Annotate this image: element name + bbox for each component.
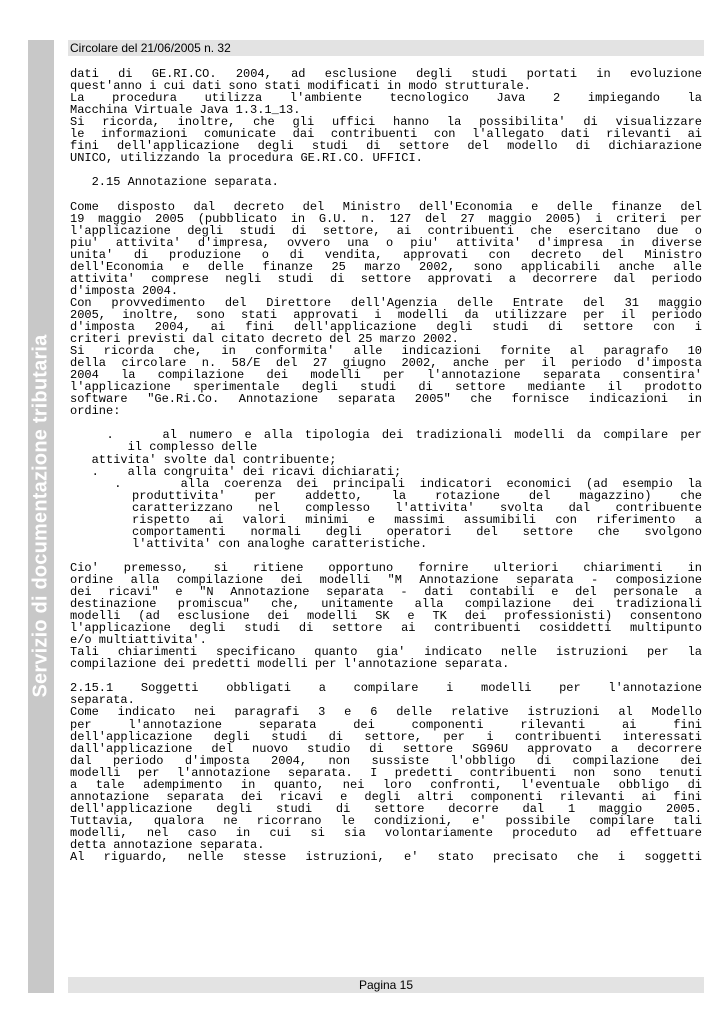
text-line: d'imposta 2004, ai fini dell'applicazione degli studi di settore con i xyxy=(70,319,702,334)
paragraph xyxy=(70,345,702,417)
text-line: della circolare n. 58/E del 27 giugno 2002, anche per il periodo d'imposta xyxy=(70,356,702,371)
text-line: modelli (ad esclusione dei modelli SK e TK dei professionisti) consentono xyxy=(70,609,702,624)
text-line: compilazione dei predetti modelli per l'annotazione separata. xyxy=(70,657,510,672)
text-line: a tale adempimento in quanto, nei loro confronti, l'eventuale obbligo di xyxy=(70,777,702,792)
text-line: per l'annotazione separata dei componenti rilevanti ai fini xyxy=(70,717,702,732)
text-line: Si ricorda che, in conformita' alle indicazioni fornite al paragrafo 10 xyxy=(70,344,702,359)
section-heading-2-15-1 xyxy=(70,682,702,706)
text-line: Si ricorda, inoltre, che gli uffici hanno la possibilita' di visualizzare xyxy=(70,115,702,130)
text-line: ordine: xyxy=(70,404,121,419)
text-line: modelli, nel caso in cui si sia volontariamente proceduto ad effettuare xyxy=(70,825,702,840)
text-line: l'applicazione sperimentale degli studi di settore mediante il prodotto xyxy=(70,380,702,395)
text-line: l'applicazione degli studi di settore, ai contribuenti che esercitano due o xyxy=(70,223,702,238)
text-line: dall'applicazione del nuovo studio di settore SG96U approvato a decorrere xyxy=(70,741,702,756)
text-line: dell'Economia e delle finanze 25 marzo 2002, sono applicabili anche alle xyxy=(70,259,702,274)
list-item: . alla coerenza dei principali indicatori economici (ad esempio la xyxy=(70,476,702,491)
text-line: 2005, inoltre, sono stati approvati i modelli da utilizzare per il periodo xyxy=(70,307,702,322)
list-item-continuation: comportamenti normali degli operatori del settore che svolgono xyxy=(132,524,702,539)
list-item-continuation: produttivita' per addetto, la rotazione del magazzino) che xyxy=(132,488,702,503)
list-item-continuation: rispetto ai valori minimi e massimi assumibili con riferimento a xyxy=(132,512,702,527)
text-line: dell'applicazione degli studi di settore, per i contribuenti interessati xyxy=(70,729,702,744)
text-line: l'applicazione degli studi di settore ai contribuenti cosiddetti multipunto xyxy=(70,621,702,636)
paragraph xyxy=(70,706,702,851)
paragraph xyxy=(70,646,702,670)
document-body xyxy=(70,68,702,863)
text-line: separata. xyxy=(70,693,135,708)
text-line: Tuttavia, qualora ne ricorrano le condizioni, e' possibile compilare tali xyxy=(70,813,702,828)
text-line: e/o multiattivita'. xyxy=(70,633,207,648)
paragraph xyxy=(70,562,702,646)
text-line: Al riguardo, nelle stesse istruzioni, e' stato precisato che i soggetti xyxy=(70,850,702,865)
list-item-continuation: il complesso delle xyxy=(70,440,258,455)
paragraph xyxy=(70,851,702,863)
text-line: modelli per l'annotazione separata. I predetti contribuenti non sono tenuti xyxy=(70,765,702,780)
text-line: le informazioni comunicate dai contribuenti con l'allegato dati rilevanti ai xyxy=(70,127,702,142)
page-footer xyxy=(68,977,704,993)
text-line: UNICO, utilizzando la procedura GE.RI.CO. UFFICI. xyxy=(70,151,423,166)
text-line: dal periodo d'imposta 2004, non sussiste l'obbligo di compilazione dei xyxy=(70,753,702,768)
text-line: Come disposto dal decreto del Ministro dell'Economia e delle finanze del xyxy=(70,199,702,214)
text-line: piu' attivita' d'impresa, ovvero una o piu' attivita' d'impresa in diverse xyxy=(70,235,702,250)
text-line: criteri previsti dal citato decreto del 25 marzo 2002. xyxy=(70,332,459,347)
text-line: Tali chiarimenti specificano quanto gia' indicato nelle istruzioni per la xyxy=(70,645,702,660)
text-line: software "Ge.Ri.Co. Annotazione separata 2005" che fornisce indicazioni in xyxy=(70,392,702,407)
text-line: d'imposta 2004. xyxy=(70,283,179,298)
text-line: attivita' comprese negli studi di settore approvati a decorrere dal periodo xyxy=(70,271,702,286)
text-line: fini dell'applicazione degli studi di settore del modello di dichiarazione xyxy=(70,139,702,154)
section-heading-2-15: 2.15 Annotazione separata. xyxy=(70,175,279,190)
page-number: Pagina 15 xyxy=(358,978,414,992)
list-item: . alla congruita' dei ricavi dichiarati; xyxy=(70,464,402,479)
bullet-list xyxy=(70,429,702,549)
paragraph xyxy=(70,297,702,345)
text-line: 2004 la compilazione dei modelli per l'annotazione separata consentira' xyxy=(70,368,702,383)
list-item-continuation: caratterizzano nel complesso l'attivita' svolta dal contribuente xyxy=(132,500,702,515)
sidebar-band xyxy=(28,40,54,993)
intro-paragraph xyxy=(70,68,702,164)
text-line: ordine alla compilazione dei modelli "M Annotazione separata - composizione xyxy=(70,572,702,587)
text-line: destinazione promiscua" che, unitamente alla compilazione dei tradizionali xyxy=(70,597,702,612)
text-line: Cio' premesso, si ritiene opportuno fornire ulteriori chiarimenti in xyxy=(70,560,702,575)
text-line: annotazione separata dei ricavi e degli altri componenti rilevanti ai fini xyxy=(70,789,702,804)
text-line: Come indicato nei paragrafi 3 e 6 delle relative istruzioni al Modello xyxy=(70,705,702,720)
text-line: dei ricavi" e "N Annotazione separata - dati contabili e del personale a xyxy=(70,585,702,600)
text-line: unita' di produzione o di vendita, approvati con decreto del Ministro xyxy=(70,247,702,262)
list-item-continuation: attivita' svolte dal contribuente; xyxy=(70,452,337,467)
sidebar-service-label: Servizio di documentazione tributaria xyxy=(29,334,52,698)
text-line: quest'anno i cui dati sono stati modificati in modo strutturale. xyxy=(70,79,531,94)
text-line: Con provvedimento del Direttore dell'Agenzia delle Entrate del 31 maggio xyxy=(70,295,702,310)
text-line: dell'applicazione degli studi di settore decorre dal 1 maggio 2005. xyxy=(70,801,702,816)
list-item-continuation: l'attivita' con analoghe caratteristiche. xyxy=(132,536,428,551)
text-line: 19 maggio 2005 (pubblicato in G.U. n. 127 del 27 maggio 2005) i criteri per xyxy=(70,211,702,226)
paragraph xyxy=(70,201,702,297)
text-line: dati di GE.RI.CO. 2004, ad esclusione degli studi portati in evoluzione xyxy=(70,67,702,81)
list-item: . al numero e alla tipologia dei tradizionali modelli da compilare per xyxy=(70,428,702,443)
text-line: La procedura utilizza l'ambiente tecnologico Java 2 impiegando la xyxy=(70,91,702,106)
text-line: Macchina Virtuale Java 1.3.1_13. xyxy=(70,103,301,118)
header-title: Circolare del 21/06/2005 n. 32 xyxy=(70,41,231,55)
text-line: detta annotazione separata. xyxy=(70,838,265,852)
text-line: 2.15.1 Soggetti obbligati a compilare i modelli per l'annotazione xyxy=(70,681,702,696)
page-header xyxy=(68,40,704,56)
